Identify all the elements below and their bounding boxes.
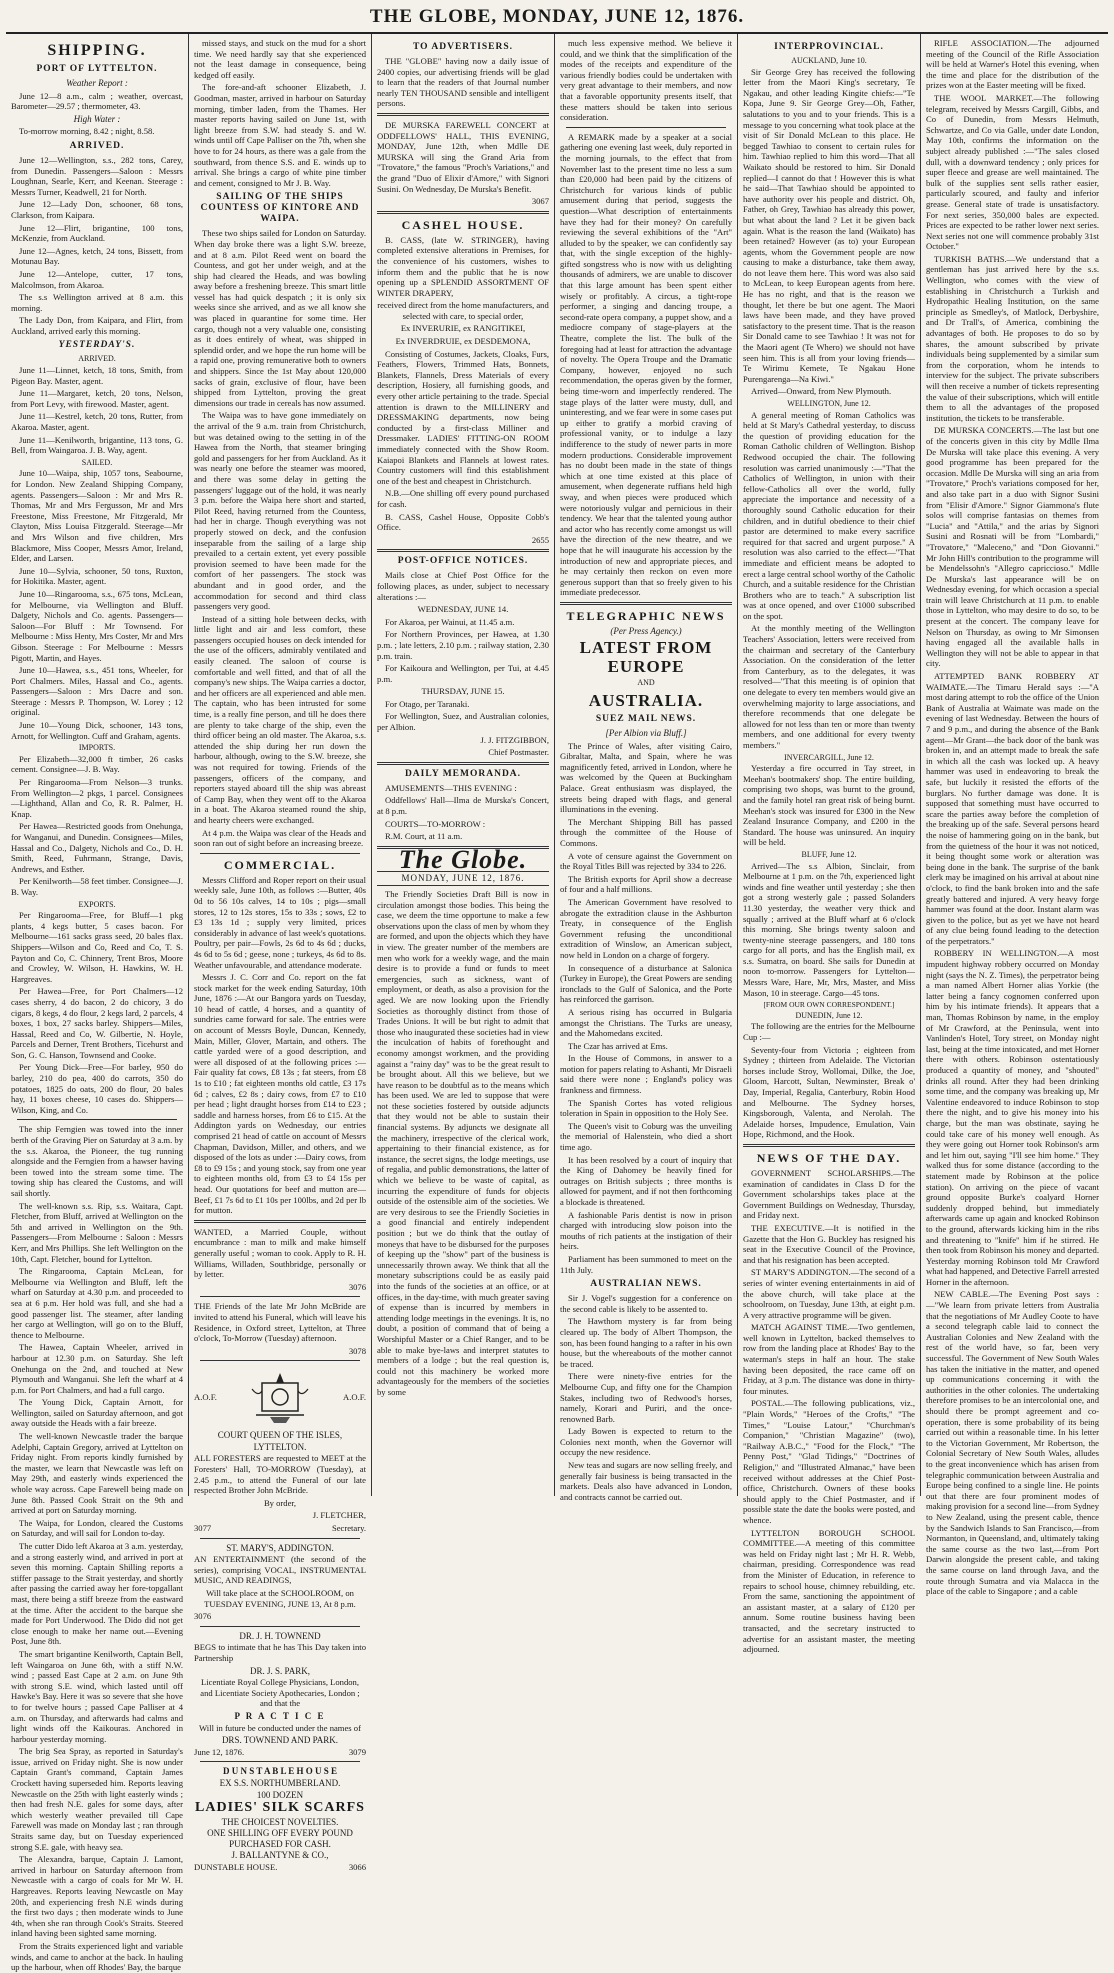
sailed-item: June 10—Ringarooma, s.s., 675 tons, McLean, for Melbourne, via Wellington and Bluff. Dalgety, Nichols and Co. agents. Passengers—Saloon—For Bluff : Mr Townsend. For Melbourne : Miss Henty, Mrs Coster, Mr and Mrs Gibson. Steerage : For Melbourne : Messrs Pigott, Martin, and Hayes.: [11, 588, 183, 663]
suez-item: The Merchant Shipping Bill has passed through the committee of the House of Commons.: [560, 816, 732, 848]
suez-item: It has been resolved by a court of inquiry that the King of Dahomey be heavily fined for outrages on British subjects ; three months is allowed for payment, and if not then forthcoming a blockade is threatened.: [560, 1154, 732, 1207]
news-item: NEW CABLE.—The Evening Post says :—"We learn from private letters from Australia that the negotiations of Mr Audley Coote to have a second telegraph cable laid to connect the Australian Colonies and New Zealand with the rest of the world have, so far, been very successful. The Government of New South Wales has taken the initiative in the matter, and opened up communications concerning it with the authorities in the other colonies. The undertaking therefore promises to be an intercolonial one, and should there be prompt agreement and co-operation, there is some probability of its being carried out within a reasonable time. In his letter to the Victorian Government, Mr Robertson, the Colonial Secretary of New South Wales, alludes to the great inconvenience which has arisen from telegraphic communication between Australia and Europe being confined to a single line. He points out that there are four prominent modes of making provision for a second line—from Sydney to New Zealand, using the present cable, thence by the Sandwich Islands to San Francisco,—from Normanton, in Queensland, and, ultimately taking the same course as the two last,—from Port Darwin alongside the present cable, and taking the same course on land through Java, and the route through Sumatra and via Malacca in the place of the cable to Singapore ; and a cable: [926, 1289, 1099, 1597]
court-place: LYTTELTON.: [253, 1441, 307, 1452]
cashel-ships: Ex INVERDRUIE, ex DESDEMONA,: [395, 336, 531, 347]
news-item: ATTEMPTED BANK ROBBERY AT WAIMATE.—The Timaru Herald says :—"A most daring attempt to rob the office of the Union Bank of Australia at Waimate was made on the evening of last Wednesday. Between the hours of 7 and 9 p.m., and during the absence of the Bank agent—Mr Grant—the back door of the bank was broken in, and an attempt made to break the safe in which all the cash was locked up. A heavy hammer was used in endeavoring to break the safe, but luckily it resisted the efforts of the burglars. No further damage was done. It is supposed that something must have occurred to scare the parties away before the completion of the breaking up of the safe. Several persons heard the noise of hammering going on in the bank, but from the quietness of the hour it was not noticed, it being thought some work or alteration was being done in the bank. The surprise of the bank clerk may be imagined on his arrival at about nine o'clock, to find the bank broken into and the safe greatly battered and injured. A very heavy forge hammer was found at the door. Instant alarm was given to the police, but as yet we have not heard of any clue being found leading to the detection of the perpetrators.": [926, 671, 1099, 946]
suez-item: The American Government have resolved to abrogate the extradition clause in the Ashburton Treaty, in consequence of the English Government refusing the unconditional extradition of Winslow, an American subject, now held in London on a charge of forgery.: [560, 896, 732, 960]
suez-item: A serious rising has occurred in Bulgaria amongst the Christians. The Turks are uneasy, and the Mahomedans excited.: [560, 1006, 732, 1039]
entertainment-ad: AN ENTERTAINMENT (the second of the series), comprising VOCAL, INSTRUMENTAL MUSIC, AND READINGS,: [194, 1554, 366, 1586]
news-item: LYTTELTON BOROUGH SCHOOL COMMITTEE.—A meeting of this committee was held on Friday night last ; Mr H. R. Webb, chairman, presiding. Correspondence was read from the Minister of Education, in reference to repairs to school house, chimney rebuilding, etc. From the same, sanctioning the appointment of an assistant master, at a salary of £120 per annum. Some routine business having been transacted, and the secretary instructed to advertise for an assistant master, the meeting adjourned.: [743, 1527, 915, 1655]
suez-item: The Spanish Cortes has voted religious toleration in Spain in opposition to the Holy See.: [560, 1097, 732, 1119]
sailing-paragraph: Instead of a sitting hole between decks, with little light and air and less comfort, these passengers occupied houses on deck intended for the use of the officers, admirably ventilated and easily cleaned. The saloon of course is comfortable and well fitted, and that of all the company's new ships. The Waipa carries a doctor, and her officers are all experienced and able men. The captain, who has been intrusted for some time, is a really fine person, and till he does there are plenty to take charge of the ship, even the third officer being an old master. The Akaroa, s.s. attended the ship during her run down the harbour, although, owing to the S.W. breeze, she was not required for towing. Friends of the passengers, officers of the company, and reporters stayed aboard till the ship was abreast of Camp Bay, when they went off to the Akaroa in a boat. The Akaroa steamed round the ship, and hearty cheers were exchanged.: [194, 613, 366, 825]
telegraphic-heading: TELEGRAPHIC NEWS: [566, 608, 726, 623]
sailing-paragraph: At 4 p.m. the Waipa was clear of the Heads and soon ran out of sight before an increasing breeze.: [194, 827, 366, 849]
post-item: For Wellington, Suez, and Australian colonies, per Albion.: [377, 711, 549, 733]
divider: [200, 1538, 360, 1539]
shipping-news: The smart brigantine Kenilworth, Captain Bell, left Waingaroa on June 6th, with a stiff N.W. wind ; passed East Cape at 2 a.m. on June 9th with strong S.E. wind, which lasted until off Hawke's Bay. Here it was so severe that she hove to for twelve hours ; passed Cape Palliser at 4 a.m. on Thursday, and afterwards had calms and light winds off the Kaikouras. Anchored in harbour yesterday morning.: [11, 1648, 183, 1744]
amusements-item: Oddfellows' Hall—Ilma de Murska's Concert, at 8 p.m.: [377, 795, 549, 817]
post-office-heading: POST-OFFICE NOTICES.: [397, 556, 529, 567]
sailing-heading: SAILING OF THE SHIPS COUNTESS OF KINTORE AND WAIPA.: [200, 192, 360, 225]
amusement-article: A REMARK made by a speaker at a social gathering one evening last week, duly reported in the morning journals, to the effect that from November last to the present time no less a sum than £20,000 had been paid by the citizens of Christchurch for various kinds of public amusement during that period, suggests the question—What description of entertainments have they had for their money? On carefully reviewing the several exhibitions of the "Art" alluded to by the speaker, we can confidently say that, with the single exception of the highly-gifted songstress who is now with us delighting thousands of admirers, we are unable to discover that this large amount has been spent either wisely or profitably. A circus, a tight-rope performer, a singing and dancing troupe, a second-rate opera company, a puppet show, and a mediocre company of stage-players at the Theatre, complete the list. The bulk of the foregoing had at least for attraction the advantage of novelty. The Opera Troupe and the Dramatic Company, however, enjoyed no such recommendation, the operas given by the former, being time-worn and imperfectly rendered. The stage plays of the latter were musty, dull, and uninteresting, and we fear were in some cases put up either to gratify a morbid craving of professional vanity, or to indulge a lazy indifference to the study of newer parts in more modern productions. Considerable improvement has no doubt been made in the state of things which at one time existed at this place of amusement, when degenerate ruffians held high sway, and when pieces were produced which were notoriously vulgar and pernicious in their tendency. We hear that the talented young author and actor who has recently come amongst us will have the direction of the new theatre, and we hope that he will inaugurate his accession by the introduction of new and appropriate pieces, and he may certainly then reckon on even more generous support than that so freely given to his immediate predecessor.: [560, 131, 732, 598]
arrived-item: June 12—Lady Don, schooner, 68 tons, Clarkson, from Kaipara.: [11, 199, 183, 220]
suez-item: Parliament has been summoned to meet on the 11th July.: [560, 1253, 732, 1275]
divider: [200, 1360, 360, 1361]
sailing-paragraph: The Waipa was to have gone immediately on the arrival of the 9 a.m. train from Christchurch, but was detained owing to the setting in of the Hawea from the North, that steamer bringing gold and passengers for her from Auckland. As it was nearly one before the steamer was moored, and there was some delay in getting the passengers' luggage out of the hold, it was nearly 3 p.m. before the Waipa here short and started, Pilot Reed, having returned from the Countess, had her in charge. Though everything was not properly stowed on deck, and the confusion inseparable from the sailing of a large ship prevailed to a certain extent, yet every possible provision seemed to have been made for the comfort of her passengers. The stock was abundant and in good order, and the accommodation for second and third class passengers very good.: [194, 410, 366, 612]
australian-item: Lady Bowen is expected to return to the Colonies next month, when the Governor will occupy the new residence.: [560, 1426, 732, 1458]
and-word: AND: [637, 678, 655, 688]
divider: [377, 211, 549, 214]
ballantyne-place: DUNSTABLE HOUSE.: [194, 1862, 278, 1873]
news-item: RIFLE ASSOCIATION.—The adjourned meeting of the Council of the Rifle Association will be held at Warner's Hotel this evening, when the time and place for the distribution of the prizes won at the Easter meeting will be fixed.: [926, 38, 1099, 91]
foresters-emblem-icon: [248, 1369, 312, 1425]
court-title: COURT QUEEN OF THE ISLES,: [217, 1430, 343, 1441]
australian-heading: AUSTRALIAN NEWS.: [590, 1279, 702, 1290]
sailed-item: June 10—Hawea, s.s., 451 tons, Wheeler, for Port Chalmers. Miles, Hassal and Co., agents. Passengers—Saloon : Mrs Dacre and son. Steerage : Messrs P. Thompson, W. Lorey ; 12 original.: [11, 665, 183, 718]
arrived-item: June 12—Antelope, cutter, 17 tons, Malcolmson, from Akaroa.: [11, 268, 183, 290]
postmaster-name: J. J. FITZGIBBON,: [480, 734, 549, 745]
advertisers-notice: THE "GLOBE" having now a daily issue of 2400 copies, our advertising friends will be glad to learn that the readers of that Journal number nearly TEN THOUSAND sensible and intelligent persons.: [377, 56, 549, 109]
shipping-continued: The fore-and-aft schooner Elizabeth, J. Goodman, master, arrived in harbour on Saturday morning, timber laden, from the Thames. Her master reports having sailed on June 1st, with light breeze from S.W. had steady S. and W. winds until off Cape Palliser on the 7th, when she hove to for 24 hours, as there was a gale from the southward, from thence S.S. and E. winds up to arrival. She brings a cargo of white pine timber and cement, consigned to Mr J. B. Way.: [194, 82, 366, 188]
practice-text: Will in future be conducted under the names of: [199, 1722, 361, 1733]
shipping-news: The Young Dick, Captain Arnott, for Wellington, sailed on Saturday afternoon, and got away outside the Heads with a fair breeze.: [11, 1397, 183, 1429]
post-notice: Mails close at Chief Post Office for the following places, as under, subject to necessary alterations :—: [377, 570, 549, 602]
weather-title: Weather Report :: [66, 78, 128, 88]
news-item: TURKISH BATHS.—We understand that a gentleman has just arrived here by the s.s. Wellington, who comes with the view of establishing in Christchurch a Turkish and Hydropathic Healing Institution, on the same principle as Smedley's, of Matlock, Derbyshire, and Dr Trall's, of America, combining the advantages of both. He proposes to do so by shares, the amount subscribed by private individuals being supplemented by a similar sum from the corporation, whom he intends to interview for the subject. The private subscribers will then receive a number of tickets representing the value of their subscriptions, which will entitle them to all the advantages of the proposed institution, the tickets to be transferable.: [926, 253, 1099, 423]
ad-number: 3066: [348, 1862, 366, 1873]
ballantyne: J. BALLANTYNE & CO.,: [231, 1850, 329, 1861]
column-2: [189, 34, 372, 1873]
divider: [200, 1761, 360, 1762]
arrived-title: ARRIVED.: [69, 140, 125, 151]
divider: [560, 602, 732, 605]
shipping-news: The cutter Dido left Akaroa at 3 a.m. yesterday, and a strong easterly wind, and arrived in port at seven this morning. Captain Shilling reports a stiffer passage to the Strait yesterday, and shortly after passing the carried away her fore-topgallant mast, there being a stiff breeze from the eastward at the time. After the accident to the barque she made for Port Underwood. The Dido did not get close enough to make her name out.—Evening Post, June 8th.: [11, 1541, 183, 1647]
yesterday-item: June 11—Kestrel, ketch, 20 tons, Rutter, from Akaroa. Master, agent.: [11, 411, 183, 433]
practice-heading: P R A C T I C E: [234, 1710, 326, 1721]
cashel-ad: received direct from the home manufacturers, and selected with care, to special order,: [377, 300, 549, 321]
park-name: DR. J. S. PARK,: [250, 1665, 310, 1676]
news-item: THE WOOL MARKET.—The following telegram, received by Messrs Cargill, Gibbs, and Co of Dunedin, from Messrs Helmuth, Schwartze, and Co via Galle, under date London, May 10th, confirms the information on the subject already published :—"The sales closed dull, with a downward tendency ; only prices for super fleece and grease are well maintained. The bulk of the supplies sent sells rather easier, particularly scoured, and faulty and inferior grease. General state of trade is unsatisfactory. For next series, 350,000 bales are expected. Prices are expected to be rather lower next series. Next series not one will commence probably 31st October.": [926, 92, 1099, 252]
post-item: For Northern Provinces, per Hawea, at 1.30 p.m. ; late letters, 2.10 p.m. ; railway station, 2.30 p.m. train.: [377, 629, 549, 661]
interprovincial-item: Seventy-four from Victoria ; eighteen from Sydney ; thirteen from Adelaide. The Victorian horses include Stroy, Wollomai, Dilke, the Joe, Gloom, Harcott, Sultan, Newminster, Break o' Day, Imperial, Regalia, Canterbury, Robin Hood and Melbourne. The Sydney horses, Kingsborough, Valenta, and Nerolah. The Adelaide horses, Impudence, Emulation, Vain Hope, Richmond, and the Hook.: [743, 1044, 915, 1140]
amusements: AMUSEMENTS—THIS EVENING :: [385, 782, 517, 793]
divider: [377, 549, 549, 552]
high-water-title: High Water :: [73, 113, 121, 124]
australian-item: There were ninety-five entries for the Melbourne Cup, and fifty one for the Champion Stakes, including two of Redwood's horses, namely, Korari and Puriri, and the once-renowned Barb.: [560, 1371, 732, 1424]
cashel-heading: CASHEL HOUSE.: [401, 217, 525, 232]
arrived-item: June 12—Wellington, s.s., 282 tons, Carey, from Dunedin. Passengers—Saloon : Messrs Loughnan, Searle, Kerr, and Keenan. Steerage : Messrs Turner, Keadwell, 21 for North.: [11, 154, 183, 197]
novelties: THE CHOICEST NOVELTIES.: [221, 1816, 339, 1827]
globe-nameplate: The Globe.: [398, 844, 528, 874]
exports-item: Per Young Dick—Free—For barley, 950 do barley, 210 do pea, 400 do carrots, 350 do potatoes, 1825 do oats, 200 do flour, 20 bales hay, 11 boxes cheese, 10 cases do. Shippers—Wilson, King, and Co.: [11, 1062, 183, 1115]
yesterday-item: June 11—Kenilworth, brigantine, 113 tons, G. Bell, from Waingaroa. J. B. Way, agent.: [11, 434, 183, 456]
drs-row: [194, 1747, 366, 1758]
imports-item: Per Hawea—Restricted goods from Onehunga, for Wanganui, and Dunedin. Consignees—Miles, Hassal and Co., Dalgety, Nichols and Co., D. H. Smith, Reed, Fuhrmann, Strange, Davis, Andrews, and Esther.: [11, 821, 183, 874]
news-item: THE EXECUTIVE.—It is notified in the Gazette that the Hon G. Buckley has resigned his seat in the Executive Council of the Province, and that his resignation has been accepted.: [743, 1222, 915, 1265]
secretary-name: J. FLETCHER,: [312, 1510, 366, 1521]
correspondent-note: [FROM OUR OWN CORRESPONDENT.]: [763, 1000, 895, 1010]
news-item: ROBBERY IN WELLINGTON.—A most impudent highway robbery occurred on Monday night (says the N. Z. Times), the perpetrator being a man named Albert Horner alias Yorkie (the latter being a fancy cognomen conferred upon him by his intimate friends). It appears that a man, Thomas Robinson by name, in the employ of Mr Crawford, at the Peninsula, went into Vanlinden's Hotel, Tory street, on Monday night last, being at the time intoxicated, and met Horner there with others. Robinson ostentatiously produced a quantity of money, and "shouted" drinks all round. After they had been drinking some time, and the company was breaking up, Mr Valentine endeavored to induce Robinson to stop there the night, and to give his money into his charge, but the man was obstinate, saying he could take care of his money well enough. As they were going out Horner took Robinson's arm and let him out, saying "I'll see him home." They walked thus for some distance (according to the statement made by Robinson at the police station). On arriving on the piece of vacant ground opposite Burke's coalyard Horner suddenly dropped behind, but immediately afterwards came up again and knocked Robinson to the ground, afterwards kicking him in the ribs and threatening to "knife" him if he stirred. He then took from Robinson his money and departed. Yesterday morning Robinson told Mr Crawford what had happened, and Detective Farrell arrested Horner in the afternoon.: [926, 948, 1099, 1287]
aof-label: A.O.F.: [343, 1391, 366, 1402]
imports-item: Per Kenilworth—58 feet timber. Consignee—J. B. Way.: [11, 876, 183, 897]
suez-heading: SUEZ MAIL NEWS.: [595, 714, 697, 725]
aof-row: [194, 1365, 366, 1429]
interprovincial-heading: INTERPROVINCIAL.: [774, 42, 884, 52]
divider: [743, 1144, 915, 1147]
commercial-paragraph: Messrs J. C. Corr and Co. report on the fat stock market for the week ending Saturday, 10th June, 1876 :—At our Bangora yards on Tuesday, 10 head of cattle, 4 horses, and a quantity of sundries came forward for sale. The entries were on account of Messrs Boyle, Duncan, Kennedy, Main, Miller, Glover, Martain, and others. The cattle yarded were of a good description, and were all disposed of at the following prices :—Fair quality fat cows, £8 13s ; fat steers, from £8 1s to £10 ; fat eighteen months old cattle, £3 17s 6d ; calves, £2 8s ; dairy cows, from £7 to £10 per head ; light draught horses from £14 to £23 ; saddle and harness horses, from £6 to £15. At the Addington yards on Wednesday, our entries comprised 21 head of cattle on account of Messrs Chapman, Davidson, Miller, and others, and we disposed of the lots as under :—Dairy cows, from £8 to £9 15s ; and young stock, say from one year to eighteen months old, from £3 to £4 15s per head. Our quotations for beef and mutton are—Beef, £1 7s 6d to £1 10s per 100lbs, and 2d per lb for mutton.: [194, 972, 366, 1216]
news-item: POSTAL.—The following publications, viz., "Plain Words," "Heroes of the Crofts," "The Times," "Louise Latour," "Churchman's Companion," "Christian Magazine" (two), "Railway A.B.C.," "Food for the Flock," "The Penny Post," "Glad Tidings," "Doctrines of Religion," and "Illustrated Almanac," have been received without addresses at the Chief Post-office, Christchurch. Owners of these books should apply to the Chief Postmaster, and if possible state the date the books were posted, and whence.: [743, 1398, 915, 1525]
dateline: DUNEDIN, June 12.: [795, 1010, 863, 1020]
courts-item: R.M. Court, at 11 a.m.: [385, 831, 463, 842]
post-item: For Otago, per Taranaki.: [385, 698, 470, 709]
column-1: [6, 34, 189, 1973]
sailing-paragraph: These two ships sailed for London on Saturday. When day broke there was a light S.W. breeze, and at 8 a.m. Pilot Reed went on board the Countess, and got her under weigh, and at the ship had cleared the Heads, and was bowling away before a freshening breeze. This smart little vessel has had quick despatch ; it is only six weeks since she arrived, and as we all know she was placed in quarantine for some time. Her cargo, though not a very valuable one, consisting as it does entirely of wheat, was shipped in splendid order, and we hope the run home will be a rapid one, proving remunerative both to owners and shippers. Since the 1st May about 120,000 sacks of grain, exclusive of flour, have been shipped from Lyttelton, proving the great dimensions our trade in cereals has now assumed.: [194, 228, 366, 408]
post-day: THURSDAY, JUNE 15.: [421, 686, 505, 697]
post-day: WEDNESDAY, JUNE 14.: [417, 604, 509, 615]
sailed-item: June 10—Young Dick, schooner, 143 tons, Arnott, for Wellington. Cuff and Graham, agents.: [11, 720, 183, 741]
cashel-ad: N.B.—One shilling off every pound purchased for cash.: [377, 488, 549, 509]
post-item: For Akaroa, per Wainui, at 11.45 a.m.: [385, 616, 515, 627]
ad-number: 3076: [348, 1281, 366, 1292]
scarfs-title: LADIES' SILK SCARFS: [195, 1800, 365, 1816]
cashel-ad: B. CASS, Cashel House, Opposite Cobb's Office.: [377, 511, 549, 533]
dunstable-title: D U N S T A B L E H O U S E: [223, 1766, 337, 1777]
ex-ss: EX S.S. NORTHUMBERLAND.: [219, 1777, 341, 1788]
press-agency: (Per Press Agency.): [610, 625, 682, 636]
australian-item: New teas and sugars are now selling freely, and generally fair business is being transacted in the markets. Deals also have advanced in London, and contracts cannot be carried out.: [560, 1460, 732, 1502]
shipping-news: The brig Sea Spray, as reported in Saturday's issue, arrived on Friday night. She is now under Captain Grant's command, Captain James Crockett having superseded him. Reports leaving Newcastle on the 25th with light easterly winds ; then had fresh N.E. gales for some days, after which westerly weather prevailed till Cape Farewell was made on Monday last ; ran through Straits same day, but on Tuesday experienced strong S.E. gale, with heavy sea.: [11, 1746, 183, 1852]
drs-names: DRS. TOWNEND AND PARK.: [221, 1735, 339, 1746]
interprovincial-item: A general meeting of Roman Catholics was held at St Mary's Cathedral yesterday, to discuss the question of providing education for the Roman Catholic children of Wellington. Bishop Redwood occupied the chair. The following resolution was carried unanimously :—"That the Catholics of Wellington, in union with their fellow-Catholics all over the world, fully appreciate the importance and necessity of a thoroughly sound Catholic education for their children, and in dutiful obedience to their chief pastor are determined to make every sacrifice required for that sacred and urgent purpose." A resolution was also carried to the effect—"That immediate and efficient means be adopted to erect a large central school worthy of the Catholic Church, and a suitable residence for the Christian Brothers who are to teach." A subscription list was at once opened, and over £1000 subscribed on the spot.: [743, 409, 915, 621]
per-albion: [Per Albion via Bluff.]: [605, 728, 687, 739]
column-4: [555, 34, 738, 1502]
interprovincial-item: Yesterday a fire occurred in Tay street, in Meehan's bootmakers' shop. The entire building, comprising two shops, was burnt to the ground, and the family hotel ran great risk of being burnt. Meehan's stock was insured for £300 in the New Zealand Insurance Company, and £200 in the Standard. The house was uninsured. An inquiry will be held.: [743, 763, 915, 848]
shipping-news: The Hawea, Captain Wheeler, arrived in harbour at 12.30 p.m. on Saturday. She left Onehunga on the 2nd, and touched at New Plymouth and Wanganui. She left the wharf at 4 p.m. for Port Chalmers, and had a full cargo.: [11, 1342, 183, 1395]
suez-item: The Queen's visit to Coburg was the unveiling the memorial of Halenstein, who died a short time ago.: [560, 1120, 732, 1153]
australian-item: Sir J. Vogel's suggestion for a conference on the second cable is likely to be assented to.: [560, 1293, 732, 1314]
suez-item: In consequence of a disturbance at Salonica (Turkey in Europe), the Great Powers are sending ironclads to the Gulf of Salonica, and the Porte has reinforced the garrison.: [560, 962, 732, 1005]
foresters-notice: ALL FORESTERS are requested to MEET at the Foresters' Hall, TO-MORROW (Tuesday), at 2.45 p.m., to attend the Funeral of our late respected Brother John McBride.: [194, 1453, 366, 1496]
shipping-news: The well-known Newcastle trader the barque Adelphi, Captain Gregory, arrived at Lyttelton on Friday night. From reports kindly furnished by the master, we learn that Newcastle was left on May 29th, and easterly winds experienced the whole way across. Cape Farewell being made on June 8th. Passed Cook Strait on the 9th and arrived at port on Saturday morning.: [11, 1431, 183, 1516]
postmaster-title: Chief Postmaster.: [488, 747, 549, 758]
divider: [200, 1626, 360, 1627]
secretary-title: Secretary.: [331, 1523, 366, 1534]
townend-ad: BEGS to intimate that he has This Day taken into Partnership: [194, 1642, 366, 1663]
suez-item: The British exports for April show a decrease of four and a half millions.: [560, 873, 732, 895]
memoranda-heading: DAILY MEMORANDA.: [404, 768, 522, 779]
interprovincial-item: Arrived—The s.s Albion, Sinclair, from Melbourne at 1 p.m. on the 7th, experienced light winds and fine weather until yesterday ; she then got a strong westerly gale ; passed Solanders 11.30 yesterday, the weather very thick and squally ; arrived at the Bluff wharf at 6 o'clock this morning. She brings twenty saloon and twenty-nine steerage passengers, and 180 tons cargo for all ports, and has the English mail, ex s.s. Sumatra, on board. She sails for Dunedin at noon to-morrow. Passengers for Lyttelton—Messrs Ware, Hare, Mr, Mrs, Master, and Miss Mason, 10 in steerage. Cargo—45 tons.: [743, 860, 915, 998]
secretary-row: [194, 1523, 366, 1534]
ad-number: 3067: [531, 196, 549, 207]
shipping-news: The well-known s.s. Rip, s.s. Waitara, Capt. Fletcher, from Bluff, arrived at Wellington on the 5th and arrived in Wellington on the 9th. Passengers—From Melbourne : Saloon : Messrs Kerr, and Mrs Phillips. She left Wellington on the 10th, Capt. Fletcher, bound for Lyttelton.: [11, 1200, 183, 1264]
post-item: For Kaikoura and Wellington, per Tui, at 4.45 p.m.: [377, 663, 549, 684]
suez-item: A vote of censure against the Government on the Royal Titles Bill was rejected by 334 to 226.: [560, 850, 732, 872]
shipping-news: The Ringarooma, Captain McLean, for Melbourne via Wellington and Bluff, left the wharf on Saturday at 4.30 p.m. and proceeded to sea at 6 p.m. Her hold was full, and she had a good passenger list. The steamer, after landing her cargo at Wellington, will go on to the Bluff, thence to Melbourne.: [11, 1266, 183, 1340]
commercial-heading: COMMERCIAL.: [223, 857, 337, 872]
news-item: ST MARY'S ADDINGTON.—The second of a series of winter evening entertainments in aid of the above church, will take place at the schoolroom, on Tuesday, June 13th, at eight p.m. A very attractive programme will be given.: [743, 1267, 915, 1320]
aof-label: A.O.F.: [194, 1391, 217, 1402]
sailed-item: June 10—Sylvia, schooner, 50 tons, Ruxton, for Hokitika. Master, agent.: [11, 565, 183, 587]
shilling-off: ONE SHILLING OFF EVERY POUND PURCHASED FOR CASH.: [207, 1828, 353, 1849]
funeral-notice: THE Friends of the late Mr John McBride are invited to attend his Funeral, which will leave his Residence, in Oxford street, Lyttelton, at Three o'clock, To-Morrow (Tuesday) afternoon.: [194, 1301, 366, 1344]
high-water: To-morrow morning, 8.42 ; night, 8.58.: [19, 126, 155, 137]
cashel-ad: B. CASS, (late W. STRINGER), having completed extensive alterations in Premises, for the convenience of his customers, wishes to inform them and the public that he is now opening up a SPLENDID ASSORTMENT OF WINTER DRAPERY,: [377, 234, 549, 298]
news-item: DE MURSKA CONCERTS.—The last but one of the concerts given in this city by Mdlle Ilma De Murska will take place this evening. A very good programme has been prepared for the occasion. Mdlle De Murska will sing an aria from "Trovatore," Proch's variations composed for her, and also take part in a duo with Signor Susini from "Elisir d'Amore." Signor Giammona's flute solos will comprise fantasias on themes from "Lucia" and "Attila," and the arias by Signori Susini and Rosnati will be from "Lombardi," "Trovatore," "Maleceno," and "Don Giovanni." Mr John Hill's contribution to the programme will be Mendelssohn's "Allegro capriccioso." Mdlle De Murska's last appearance will be on Wednesday evening, for which occasion a special train will leave Christchurch at 11 p.m. to enable those in Lyttelton, who may desire to do so, to be present at the concert. The company leave for Nelson on Thursday, as owing to Mr Simonsen having engaged all the available halls in Wellington they will not be able to appear in that city.: [926, 425, 1099, 669]
shipping-note: The Lady Don, from Kaipara, and Flirt, from Auckland, arrived early this morning.: [11, 315, 183, 336]
latest-europe: LATEST FROM EUROPE: [579, 638, 713, 677]
yesterday-title: YESTERDAY'S.: [58, 340, 136, 351]
imports-item: Per Ringarooma—From Nelson—3 trunks. From Wellington—2 pkgs, 1 parcel. Consignees—Lighthand, Allan and Co, R. R. Palmer, H. Knap.: [11, 777, 183, 819]
dateline: AUCKLAND, June 10.: [791, 56, 867, 65]
wanted-ad: WANTED, a Married Couple, without encumbrance : man to milk and make himself generally useful ; woman to cook. Apply to R. H. Williams, Willaden, Southbridge, personally or by letter.: [194, 1226, 366, 1280]
shipping-news: The Waipa, for London, cleared the Customs on Saturday, and will sail for London to-day.: [11, 1517, 183, 1539]
columns: [6, 34, 1108, 1973]
exports-item: Per Hawea—Free, for Port Chalmers—12 cases sherry, 4 do bacon, 2 do chicory, 3 do cigars, 8 kegs, 4 do flour, 2 kegs lard, 2 parcels, 4 boxes, 1 box, 27 sacks barley. Shippers—Miles, Hassal, Reed and Co, W. Gilbertie, N. Hoyle, Parcels and Derner, Trent Brothers, Ticehurst and Son, G. C. Hanson, Townsend and Cooke.: [11, 986, 183, 1060]
suez-item: The Prince of Wales, after visiting Cairo, Gibraltar, Malta, and Spain, where he was magnificently feted, arrived in London, where he was welcomed by the Queen at Buckingham Palace. Great enthusiasm was displayed, the streets being draped with flags, and general illuminations in the evening.: [560, 740, 732, 815]
arrived-item: June 12—Agnes, ketch, 24 tons, Bissett, from Motunau Bay.: [11, 245, 183, 267]
yesterday-item: June 11—Margaret, ketch, 20 tons, Nelson, from Port Levy, with firewood. Master, agent.: [11, 388, 183, 409]
cashel-ships: Ex INVERURIE, ex RANGITIKEI,: [400, 323, 526, 334]
divider: [200, 1296, 360, 1297]
news-item: GOVERNMENT SCHOLARSHIPS.—The examination of candidates in Class D for the Government scholarships takes place at the Government Buildings on Wednesday, Thursday, and Friday next.: [743, 1167, 915, 1221]
dozen: 100 DOZEN: [256, 1789, 304, 1800]
ad-number: 2655: [531, 534, 549, 545]
townend-title: DR. J. H. TOWNEND: [239, 1630, 321, 1641]
park-credentials: Licentiate Royal College Physicians, London, and Licentiate Society Apothecaries, London ; and that the: [200, 1677, 360, 1709]
port-subheading: PORT OF LYTTELTON.: [36, 64, 158, 74]
australia-title: AUSTRALIA.: [588, 691, 704, 711]
murska-ad: DE MURSKA FAREWELL CONCERT at ODDFELLOWS' HALL, THIS EVENING, MONDAY, June 12th, when Mdlle DE MURSKA will sing the Grand Aria from "Trovatore," the famous "Proch's Variations," and the grand "Duo of Elixir d'Amore," with Signori Susini. On Wednesday, De Murska's Benefit.: [377, 119, 549, 194]
yesterday-item: June 11—Linnet, ketch, 18 tons, Smith, from Pigeon Bay. Master, agent.: [11, 365, 183, 386]
divider: [566, 127, 726, 128]
imports-item: Per Elizabeth—32,000 ft timber, 26 casks cement. Consignee—J. B. Way.: [11, 753, 183, 775]
interprovincial-item: At the monthly meeting of the Wellington Teachers' Association, letters were received from the chairman and secretary of the Canterbury Association. On the consideration of the letter from Canterbury, as to the delegates, it was resolved—"That this meeting is of opinion that one delegate to every ten members would give an overwhelming majority to large associations, and therefore recommends that one delegate be allowed for not less than ten or more than twenty members, and one additional for every twenty members.": [743, 623, 915, 750]
interprovincial-item: The following are the entries for the Melbourne Cup :—: [743, 1021, 915, 1043]
dateline: INVERCARGILL, June 12.: [784, 752, 874, 762]
leader-date: MONDAY, JUNE 12, 1876.: [377, 871, 549, 886]
drs-date: June 12, 1876.: [194, 1746, 245, 1757]
shipping-closing: From the Straits experienced light and variable winds, and came to anchor at the back. In hauling up the harbour, when off Rhodes' Bay, the barque: [11, 1940, 183, 1973]
cashel-ad: Consisting of Costumes, Jackets, Cloaks, Furs, Feathers, Flowers, Trimmed Hats, Bonnets, Blankets, Flannels, Dress Materials of every description, Hosiery, all furnishing goods, and every other article pertaining to the trade. Special attention is drawn to the MILLINERY and DRESSMAKING departments, now being conducted by a first-class Milliner and Dressmaker. LADIES' FITTING-ON ROOM immediately connected with the Show Room. Kaiapoi Blankets and Flannels at lowest rates. Country customers will find this establishment one of the best and cheapest in Christchurch.: [377, 348, 549, 486]
sailed-title: SAILED.: [81, 457, 113, 467]
st-marys-title: ST. MARY'S, ADDINGTON.: [226, 1542, 334, 1553]
australian-item: The Hawthorn mystery is far from being cleared up. The body of Albert Thompson, the son, has been found hanging to a rafter in his own house, but the whereabouts of the mother cannot be traced.: [560, 1316, 732, 1369]
divider: [200, 853, 360, 854]
leader-continued: much less expensive method. We believe it could, and we think that the simplification of the modes of the receipts and expenditure of the various friendly bodies could be undertaken with very great advantage to their members, and now that a favorable opportunity presents itself, that these matters should be taken into serious consideration.: [560, 38, 732, 123]
suez-item: A fashionable Paris dentist is now in prison charged with introducing slow poison into the mouths of rich patients at the instigation of their heirs.: [560, 1209, 732, 1252]
shipping-news: The Alexandra, barque, Captain J. Lamont, arrived in harbour on Saturday afternoon from Newcastle with a cargo of coals for Mr W. H. Hargreaves. Reports leaving Newcastle on May 20th, and experiencing fresh N.E winds during the first two days ; then moderate winds to June 4th, when she ran through Cook's Straits. Steered inland having been sighted same morning.: [11, 1854, 183, 1939]
sailed-item: June 10—Waipa, ship, 1057 tons, Seabourne, for London. New Zealand Shipping Company, agents. Passengers—Saloon : Mr and Mrs R. Thomas, Mr and Mrs Fergusson, Mr and Mrs Freestone, Miss Freestone, Mr Fitzgerald, Mr Clayton, Miss Louisa Fitzgerald. Steerage—Mr and Mrs Wilson and five children, Mrs Blackmore, Miss Cooper, Messrs Amor, Ireland, Elder, and Larsen.: [11, 468, 183, 564]
masthead-title: THE GLOBE, MONDAY, JUNE 12, 1876.: [369, 6, 745, 27]
news-of-day-heading: NEWS OF THE DAY.: [756, 1150, 902, 1165]
masthead: [6, 6, 1108, 34]
news-item: MATCH AGAINST TIME.—Two gentlemen, well known in Lyttelton, backed themselves to row from the landing place at Rhodes' Bay to the waterman's steps in half an hour. The stake having been deposited, the race came off on Friday, at 3 p.m. The distance was done in thirty-four minutes.: [743, 1322, 915, 1396]
entertainment-details: Will take place at the SCHOOLROOM, on TUESDAY EVENING, JUNE 13, At 8 p.m.: [204, 1588, 356, 1609]
dateline: BLUFF, June 12.: [801, 849, 857, 859]
shipping-heading: SHIPPING.: [47, 42, 147, 59]
interprovincial-item: Arrived—Onward, from New Plymouth.: [751, 386, 892, 397]
suez-item: In the House of Commons, in answer to a motion for papers relating to Ashanti, Mr Disraeli said there were none ; England's policy was frankness and firmness.: [560, 1053, 732, 1096]
weather-report: June 12—8 a.m., calm ; weather, overcast, Barometer—29.57 ; thermometer, 43.: [11, 90, 183, 112]
by-order: By order,: [263, 1497, 297, 1508]
suez-item: The Czar has arrived at Ems.: [568, 1040, 668, 1051]
yesterday-arrived-title: ARRIVED.: [78, 354, 116, 364]
advertisers-heading: TO ADVERTISERS.: [412, 42, 514, 52]
ad-number: 3076: [194, 1611, 212, 1622]
column-5: [738, 34, 921, 1655]
commercial-paragraph: Messrs Clifford and Roper report on their usual weekly sale, June 10th, as follows :—Butter, 40s 0d to 56 10s calves, 14 to 10s ; pigs—small stores, 12 to 12s stores, 15s to 33s ; sows, £2 to £3 13s 1d ; supply very limited, prices considerably in advance of last week's quotations. Poultry, per pair—Fowls, 2s 6d to 4s 6d ; ducks, 4s 6d to 5s 6d ; geese, none ; turkeys, 4s 6d to 8s. Weather unfavourable, and attendance moderate.: [194, 874, 366, 970]
ad-number: 3078: [348, 1345, 366, 1356]
exports-item: Per Ringarooma—Free, for Bluff—1 pkg plants, 4 kegs butter, 5 cases bacon. For Melbourne—161 sacks grass seed, 20 bales flax. Shippers—Wilson and Co, Reed and Co, T. S. Payton and Co, C. Chinnery, Trent Bros, Moore and Crowley, W. Wilson, H. Hawkins, W. H. Hargreaves.: [11, 910, 183, 984]
divider: [17, 1119, 177, 1120]
imports-title: IMPORTS.: [78, 743, 116, 753]
ad-number: 3079: [348, 1746, 366, 1757]
interprovincial-item: Sir George Grey has received the following letter from the Maori King's secretary, Te Ngakau, and other leading Kingite chiefs:—"Te Kopa, June 9. Sir George Grey—Oh, Father, salutations to you and to your friends. This is a message to you concerning what took place at the visit of Sir Donald McLean to this place. He begged Tawhiao to consent to certain rules for him. Tawhiao replied to him this word—That all Waikato should be restored to him. Sir Donald replied—I cannot do that ! However this is what he said—That Tawhiao should be appointed to have authority over his people and district. Oh, Father, oh Grey, Tawhiao has already this power, but what about the land ? Let it be given back again. What is the reason the land (Waikato) has been retained? However (as to) your European agents, whom the Government people are now causing to make a disturbance, take them away, do not leave them here. This word was also said to McLean, to keep European agents from here. He has no right, and that is the reason we thought, let there be but one agent. The Maori laws have been made, and they have proved satisfactory to the present time. That is the reason Sir Donald came to see Tawhiao ! It was not for the Maori agent (Te Whero) we should not have seen him. This is all from your loving friends—Te Wirimu Kemete, Te Ngakau Hone Purengarenga—Na Kiwi.": [743, 66, 915, 384]
courts: COURTS—TO-MORROW :: [385, 818, 486, 829]
divider: [377, 113, 549, 116]
shipping-note: The s.s Wellington arrived at 8 a.m. this morning.: [11, 292, 183, 313]
shipping-news: The ship Ferngien was towed into the inner berth of the Graving Pier on Saturday at 3 a.m. by the s.s. Akaroa, the Pioneer, the tug running alongside and the Ferngien from a hawser having been towed into the stream some time. The towing ship has cleared the Customs, and will sail shortly.: [11, 1124, 183, 1198]
dateline: WELLINGTON, June 12.: [787, 399, 871, 408]
exports-title: EXPORTS.: [78, 899, 116, 909]
divider: [194, 1220, 366, 1223]
ballantyne-row: [194, 1862, 366, 1873]
column-6: [921, 34, 1104, 1597]
leader-article: The Friendly Societies Draft Bill is now in circulation amongst those bodies. This being the case, we deem the time opportune to make a few observations upon the class of men by whom they are formed, and upon the objects which they have in view. The greater number of the members are men who work for a weekly wage, and the main desire is to provide a fund or funds to meet emergencies, such as sickness, want of employment, or death, as also a provision for the aged. We are now looking upon the Friendly Societies as thoroughly distinct from those of Trades Unions. It will be but right to admit that those who inaugurated these societies had in view the inculcation of habits of forethought and economy amongst workmen, and the providing against a "rainy day" was to be the great result to be brought about. All this we believe, but we have reason to be doubtful as to the means which has been used. We are led to suppose that were not these societies fostered by outside adjuncts that they would not be able to sustain their financial systems. By adjuncts we designate all the machinery, irrespective of the clerical work, appertaining to their financial existence, as for instance, the secret signs, the lodge meetings, use of regalia, and public demonstrations, the latter of which we believe to be waste of capital, as incurring the expenditure of funds for objects outside of the ostensible aim of the societies. We are very desirous to see the Friendly Societies in a good financial and entirely independent position ; but we do think that the outlay of moneys that have to be disbursed for the purposes of keeping up the "show" part of the business is unnecessarily thrown away. We think that all the monetary subscriptions could be as easily paid into the funds of the societies at an office, or at offices, in the day-time, with much greater saving of expense than is incurred by members in attending lodge meetings in the evenings. It is, no doubt, a position of command that of being a Worshipful Master or a Chief Ranger, and to be able to make bye-laws and interpret statutes to members of a lodge ; but the real question is, could not this machinery be worked more advantageously for the members of the societies by some: [377, 889, 549, 1397]
divider: [377, 762, 549, 765]
ad-number: 3077: [194, 1523, 212, 1534]
shipping-continued: missed stays, and stuck on the mud for a short time. We need hardly say that she experienced not the least damage in consequence, being kedged off easily.: [194, 38, 366, 80]
arrived-item: June 12—Flirt, brigantine, 100 tons, McKenzie, from Auckland.: [11, 222, 183, 244]
column-3: [372, 34, 555, 1496]
